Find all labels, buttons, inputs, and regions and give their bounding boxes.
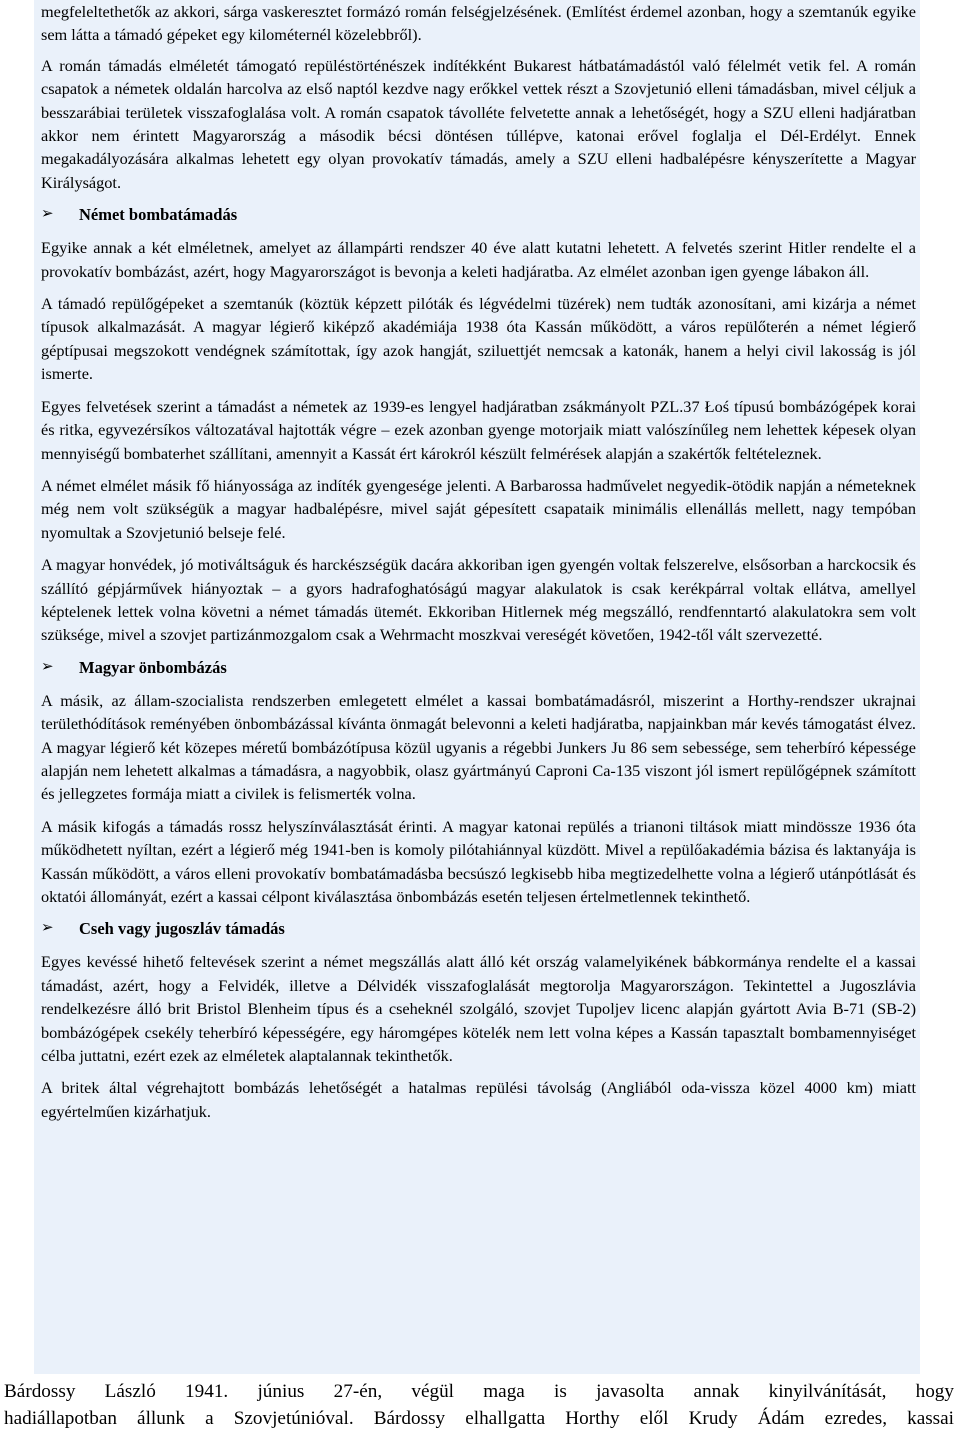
footer-line: Bárdossy László 1941. június 27-én, végül maga is javasolta annak kinyilvánítását, hogy bbox=[4, 1381, 954, 1402]
section-heading-label: Német bombatámadás bbox=[79, 205, 238, 225]
paragraph: Egyes kevéssé hihető feltevések szerint a német megszállás alatt álló két ország valamelyikének bábkormánya rendelte el a kassai támadást, azért, hogy a Felvidék, illetve a Délvidék visszafoglalását megtorolja Magyarországon. Tekintettel a Jugoszlávia rendelkezésre álló brit Bristol Blenheim típus és a cseheknél szolgáló, szovjet Tupoljev licenc alapján gyártott Avia B-71 (SB-2) bombázógépek csekély teherbíró képességére, egy háromgépes kötelék nem lett volna képes a Kassán tapasztalt bombamennyiséget célba juttatni, ezért ezek az elméletek alaptalannak tekinthetők. bbox=[41, 952, 916, 1066]
paragraph: Egyike annak a két elméletnek, amelyet az állampárti rendszer 40 éve alatt kutatni lehetett. A felvetés szerint Hitler rendelte el a provokatív bombázást, azért, hogy Magyarországot is bevonja a keleti hadjáratba. Az elmélet azonban igen gyenge lábakon áll. bbox=[41, 238, 916, 281]
paragraph: A másik kifogás a támadás rossz helyszínválasztását érinti. A magyar katonai repülés a trianoni tiltások miatt mindössze 1936 óta működhetett nyíltan, ezért a légierő még 1941-ben is komoly pilótahiánnyal küzdött. Mivel a repülőakadémia bázisa és laktanyája is Kassán működött, a város elleni provokatív bombatámadásba becsúszó legkisebb hiba megtizedelhette volna a légierő utánpótlását és oktatói állományát, ezért a kassai célpont kiválasztása önbombázás esetén teljesen értelmetlennek tekinthető. bbox=[41, 816, 916, 906]
footer-text bbox=[4, 1378, 954, 1432]
document-body bbox=[41, 0, 916, 1132]
section-heading-nemet-bombatamadas bbox=[41, 203, 916, 226]
paragraph: A német elmélet másik fő hiányossága az indíték gyengesége jelenti. A Barbarossa hadművelet negyedik-ötödik napján a németeknek még nem volt szükségük a magyar hadbalépésre, mivel saját gépesített csapataik minimális ellenállás mellett, nagy tempóban nyomultak a Szovjetunió belseje felé. bbox=[41, 475, 916, 542]
paragraph: A britek által végrehajtott bombázás lehetőségét a hatalmas repülési távolság (Angliából oda-vissza közel 4000 km) miatt egyértelműen kizárhatjuk. bbox=[41, 1078, 916, 1121]
section-heading-magyar-onbombazas bbox=[41, 656, 916, 679]
arrow-bullet-icon: ➢ bbox=[41, 206, 54, 223]
footer-line: hadiállapotban állunk a Szovjetúnióval. Bárdossy elhallgatta Horthy elől Krudy Ádám ezredes, kassai bbox=[4, 1408, 954, 1429]
section-heading-cseh-vagy-jugoszlav-tamadas bbox=[41, 917, 916, 940]
paragraph: A támadó repülőgépeket a szemtanúk (köztük képzett pilóták és légvédelmi tüzérek) nem tudták azonosítani, ami kizárja a német típusok alkalmazását. A magyar légierő kiképző akadémiája 1938 óta Kassán működött, a város repülőterén a német légierő géptípusai megszokott vendégnek számítottak, így azok hangját, sziluettjét nemcsak a katonák, hanem a helyi civil lakosság is jól ismerte. bbox=[41, 294, 916, 384]
paragraph: A magyar honvédek, jó motiváltságuk és harckészségük dacára akkoriban igen gyengén voltak felszerelve, elsősorban a harckocsik és szállító gépjárművek hiányoztak – a gyors hadrafoghatóságú magyar alakulatok is csak kerékpárral voltak ellátva, amellyel képtelenek lettek volna követni a német támadás ütemét. Ekkoriban Hitlernek még megszálló, rendfenntartó alakulatokra sem volt szüksége, mivel a szovjet partizánmozgalom csak a Wehrmacht moszkvai vereségét követően, 1942-től vált szervezetté. bbox=[41, 555, 916, 645]
paragraph: A román támadás elméletét támogató repüléstörténészek indítékként Bukarest hátbatámadástól való félelmét vetik fel. A román csapatok a németek oldalán harcolva az első naptól kezdve nagy erőkkel vettek részt a Szovjetunió elleni támadásban, mivel céljuk a besszarábiai területek visszafoglalása volt. A román csapatok távolléte felvetette annak a lehetőségét, hogy a SZU elleni hadjáratban akkor nem érintett Magyarország a második bécsi döntésen túllépve, katonai erővel foglalja el Dél-Erdélyt. Ennek megakadályozására alkalmas lehetett egy olyan provokatív támadás, amely a SZU elleni hadbalépésre kényszerítette a Magyar Királyságot. bbox=[41, 55, 916, 192]
section-heading-label: Cseh vagy jugoszláv támadás bbox=[79, 919, 285, 939]
section-heading-label: Magyar önbombázás bbox=[79, 657, 227, 677]
paragraph: megfeleltethetők az akkori, sárga vaskeresztet formázó román felségjelzésének. (Említést érdemel azonban, hogy a szemtanúk egyike sem látta a támadó gépeket egy kilométernél közelebbről). bbox=[41, 2, 916, 45]
paragraph: A másik, az állam-szocialista rendszerben emlegetett elmélet a kassai bombatámadásról, miszerint a Horthy-rendszer ukrajnai területhódítások reményében önbombázással kívánta önmagát belevonni a keleti hadjáratba, napjainkban már kevés támogatást élvez. A magyar légierő két közepes méretű bombázótípusa közül ugyanis a régebbi Junkers Ju 86 sem sebessége, sem teherbíró képessége alapján nem lehetett alkalmas a támadásra, a nagyobbik, olasz gyártmányú Caproni Ca-135 viszont jól ismert repülőgépnek számított és jellegzetes formája miatt a civilek is felismerték volna. bbox=[41, 690, 916, 804]
paragraph: Egyes felvetések szerint a támadást a németek az 1939-es lengyel hadjáratban zsákmányolt PZL.37 Łoś típusú bombázógépek korai és ritka, egyvezérsíkos változatával hajtották végre – ezek azonban gyenge motorjaik miatt valószínűleg nem lehettek képesek olyan mennyiségű bombaterhet szállítani, amennyit a Kassát ért károkról készült felmérések alapján a szakértők feltételeznek. bbox=[41, 396, 916, 463]
arrow-bullet-icon: ➢ bbox=[41, 920, 54, 937]
arrow-bullet-icon: ➢ bbox=[41, 658, 54, 675]
